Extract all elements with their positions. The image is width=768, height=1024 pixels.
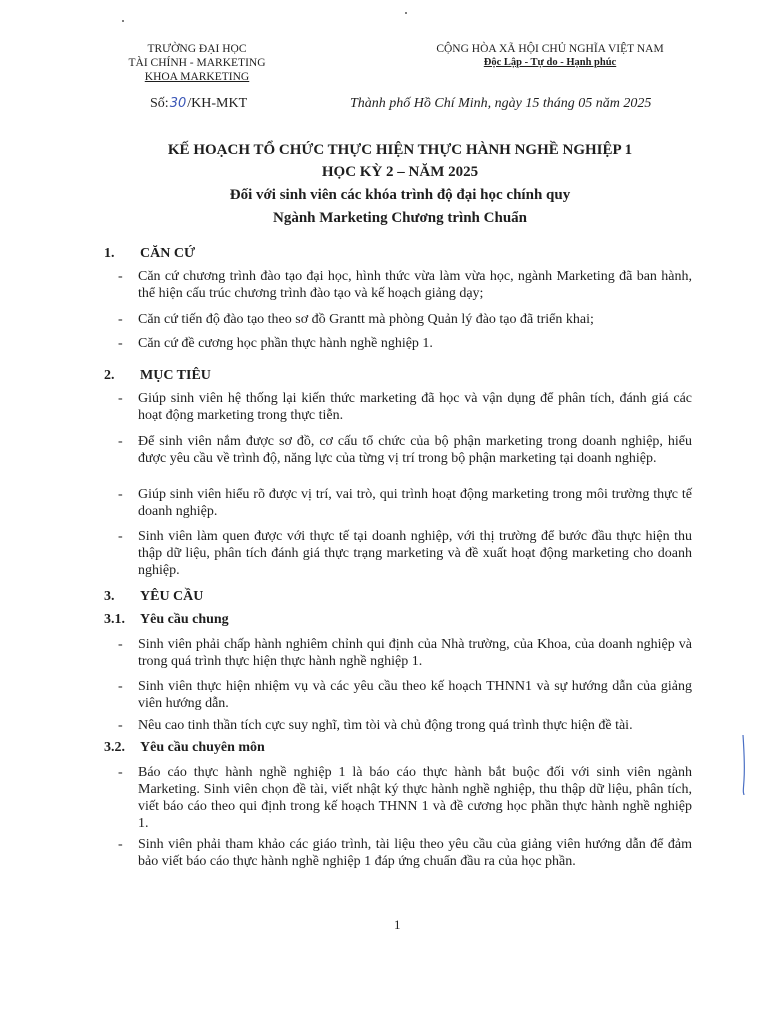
plan-title: KẾ HOẠCH TỔ CHỨC THỰC HIỆN THỰC HÀNH NGHỀ NGHIỆP 1: [167, 142, 633, 158]
list-item: - Để sinh viên nắm được sơ đồ, cơ cấu tổ chức của bộ phận marketing trong doanh nghiệp, hiểu được yêu cầu về trình độ, năng lực của từng vị trí trong bộ phận marketing tại doanh nghiệp.: [118, 434, 692, 466]
doc-number-handwritten: 30: [169, 96, 187, 111]
list-item: - Giúp sinh viên hiểu rõ được vị trí, vai trò, qui trình hoạt động marketing trong môi trường thực tế doanh nghiệp.: [118, 487, 692, 519]
section-number: 1.: [104, 246, 115, 261]
list-item: - Căn cứ đề cương học phần thực hành nghề nghiệp 1.: [118, 336, 433, 351]
section-heading-2: [104, 368, 211, 384]
plan-audience: Đối với sinh viên các khóa trình độ đại học chính quy: [229, 187, 571, 203]
section-heading-1: [104, 246, 195, 262]
section-number: 3.: [104, 589, 115, 604]
university-name-line1: TRƯỜNG ĐẠI HỌC: [147, 43, 247, 55]
section-title: YÊU CẦU: [140, 589, 204, 604]
list-item: - Nêu cao tinh thần tích cực suy nghĩ, tìm tòi và chủ động trong quá trình thực hiện đề tài.: [118, 718, 633, 733]
doc-number-suffix: /KH-MKT: [187, 96, 248, 111]
document-date: Thành phố Hồ Chí Minh, ngày 15 tháng 05 năm 2025: [350, 96, 652, 111]
national-motto: Độc Lập - Tự do - Hạnh phúc: [483, 57, 617, 68]
list-item: - Báo cáo thực hành nghề nghiệp 1 là báo cáo thực hành bắt buộc đối với sinh viên ngành Marketing. Sinh viên chọn đề tài, viết nhật ký thực hành nghề nghiệp, thu thập dữ liệu, phân tích, viết báo cáo theo qui định trong kế hoạch THNN 1 và đề cương học phần thực hành nghề nghiệp 1.: [118, 765, 692, 831]
university-name-line2: TÀI CHÍNH - MARKETING: [128, 57, 266, 69]
doc-number-prefix: Số:: [150, 96, 169, 111]
pen-margin-mark: [742, 735, 746, 795]
plan-program: Ngành Marketing Chương trình Chuẩn: [272, 210, 528, 226]
list-item: - Sinh viên làm quen được với thực tế tại doanh nghiệp, với thị trường để bước đầu thực hiện thu thập dữ liệu, phân tích đánh giá thực trạng marketing và đề xuất hoạt động marketing cho doanh nghiệp.: [118, 529, 692, 578]
subsection-heading-3-2: [104, 740, 265, 756]
list-item: - Căn cứ chương trình đào tạo đại học, hình thức vừa làm vừa học, ngành Marketing đã ban hành, thể hiện cấu trúc chương trình đào tạo và kế hoạch giảng dạy;: [118, 269, 692, 301]
scan-speck: [405, 12, 407, 14]
subsection-heading-3-1: [104, 612, 229, 628]
document-number: [150, 96, 247, 112]
national-header: [405, 42, 695, 70]
list-item: - Sinh viên thực hiện nhiệm vụ và các yêu cầu theo kế hoạch THNN1 và sự hướng dẫn của giảng viên hướng dẫn.: [118, 679, 692, 711]
page-number: 1: [394, 917, 401, 932]
section-heading-3: [104, 589, 203, 605]
plan-semester: HỌC KỲ 2 – NĂM 2025: [321, 164, 479, 180]
faculty-name: KHOA MARKETING: [144, 71, 250, 83]
list-item: - Sinh viên phải chấp hành nghiêm chỉnh qui định của Nhà trường, của Khoa, của doanh nghiệp và trong quá trình thực hiện thực hành nghề nghiệp 1.: [118, 637, 692, 669]
subsection-number: 3.2.: [104, 740, 125, 755]
section-title: MỤC TIÊU: [140, 368, 211, 383]
subsection-title: Yêu cầu chuyên môn: [140, 740, 265, 755]
country-name: CỘNG HÒA XÃ HỘI CHỦ NGHĨA VIỆT NAM: [436, 43, 664, 55]
section-number: 2.: [104, 368, 115, 383]
subsection-number: 3.1.: [104, 612, 125, 627]
list-item: - Sinh viên phải tham khảo các giáo trình, tài liệu theo yêu cầu của giảng viên hướng dẫn để đảm bảo viết báo cáo thực hành nghề nghiệp 1 đáp ứng chuẩn đầu ra của học phần.: [118, 837, 692, 869]
scan-speck: [122, 20, 124, 22]
list-item: - Giúp sinh viên hệ thống lại kiến thức marketing đã học và vận dụng để phân tích, đánh giá các hoạt động marketing trong thực tiễn.: [118, 391, 692, 423]
institution-header: [112, 42, 282, 84]
subsection-title: Yêu cầu chung: [140, 612, 229, 627]
section-title: CĂN CỨ: [140, 246, 196, 261]
list-item: - Căn cứ tiến độ đào tạo theo sơ đồ Grantt mà phòng Quản lý đào tạo đã triển khai;: [118, 312, 594, 327]
